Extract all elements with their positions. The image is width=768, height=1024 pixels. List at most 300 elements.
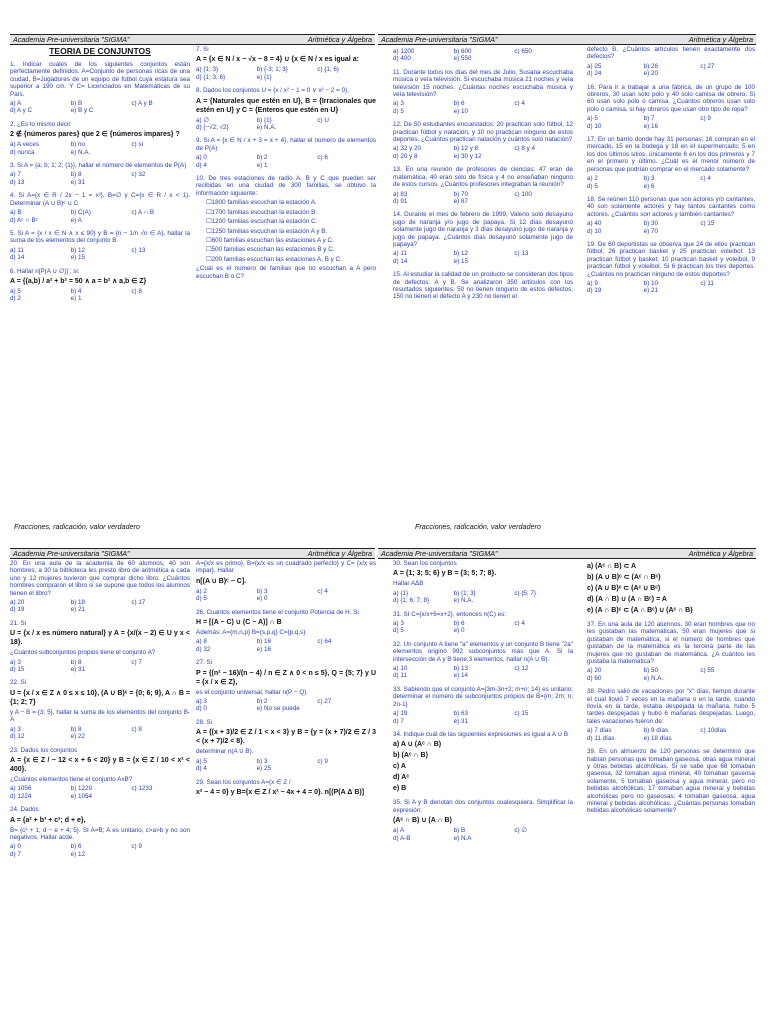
- subject-name: Aritmética y Álgebra: [307, 549, 372, 558]
- answer-option: e) 15: [70, 254, 86, 262]
- question-text: 26. Cuantos elementos tiene el conjunto Potencia de H. Si: [196, 608, 359, 616]
- answer-option: a) 5: [10, 287, 21, 295]
- question-text: 10. De tres estaciones de radio A, B y C que pueden ser recibidas en una ciudad de 300 familias, se obtuvo la información siguiente:: [196, 175, 376, 197]
- column-3: [393, 560, 573, 1024]
- answer-option: c) 9: [131, 843, 142, 851]
- answer-option: e) N.A.: [453, 597, 474, 605]
- question-item: [196, 659, 376, 713]
- header-bar-right: [378, 34, 756, 45]
- answer-options: [587, 175, 755, 190]
- answer-option: e) N.A.: [70, 148, 91, 156]
- question-text: 3. Si A = {a; b; 1; 2; {1}}, hallar el número de elementos de P(A): [10, 162, 187, 170]
- answer-option: c) ∅: [514, 827, 527, 835]
- answer-option: e) A: [70, 216, 82, 224]
- answer-option: b) B: [453, 827, 466, 835]
- answer-option: b) C(A): [70, 209, 91, 217]
- answer-options: [196, 66, 376, 81]
- answer-options: [587, 115, 755, 130]
- question-item: [393, 686, 573, 725]
- section-title: TEORIA DE CONJUNTOS: [49, 46, 151, 56]
- question-item: [196, 609, 376, 654]
- math-expression: U = {x / x es número natural} y A = {x/(x − 2) ∈ U y x < 18}.: [10, 630, 190, 647]
- column-2: [196, 46, 376, 510]
- answer-option: d) {−√2; √2}: [196, 124, 229, 132]
- answer-option: e) B: [393, 785, 407, 793]
- answer-option: b) 6: [70, 843, 82, 851]
- math-expression: A = {x ∈ Z / − 12 < x + 6 < 20} y B = {x ∈ Z / 10 < x² < 400}.: [10, 756, 190, 773]
- question-text: 2. ¿Es lo mismo decir: [10, 120, 71, 128]
- data-list-item: ☐ 500 familias escuchan las estaciones B y C.: [206, 246, 376, 253]
- answer-option: b) 18: [70, 599, 86, 607]
- answer-option: c) 32: [131, 171, 146, 179]
- question-item: [196, 175, 376, 280]
- answer-option: c) 6: [317, 154, 328, 162]
- question-item: [196, 137, 376, 169]
- answer-option: d) 14: [10, 254, 25, 262]
- answer-option: a) A: [393, 827, 405, 835]
- answer-option: c) 4: [317, 587, 328, 595]
- math-expression: A = {Naturales que estén en U}, B = {Irracionales que estén en U} y C = {Enteros que estén en U}: [196, 97, 376, 114]
- answer-option: c) 8: [131, 725, 142, 733]
- answer-option: a) B: [10, 209, 22, 217]
- question-item: [587, 84, 755, 130]
- answer-option: d) 12: [10, 733, 25, 741]
- question-text: 9. Si A = {x ∈ N / x + 3 = x + 4}, hallar el número de elementos de P(A): [196, 137, 376, 152]
- answer-option: b) 8: [70, 171, 82, 179]
- answer-option: d) 7: [393, 717, 404, 725]
- column-4: [587, 46, 755, 510]
- answer-options: [393, 590, 573, 605]
- question-item: [587, 748, 755, 815]
- answer-option: e) 87: [453, 197, 469, 205]
- answer-option: b) 2: [256, 154, 268, 162]
- question-list: [393, 560, 573, 842]
- column-1: [10, 46, 190, 510]
- question-text: 28. Si: [196, 718, 213, 726]
- question-text: 15. Al estudiar la calidad de un producto se consideran dos tipos de defectos: A y B. Se analizaron 350 artículos con los resultados siguientes: 50 no tienen ninguno de estos defectos, 150 no tienen el defecto A y 230 no tienen el: [393, 271, 573, 301]
- column-2: [196, 560, 376, 1024]
- answer-option: d) Aᶜ: [393, 774, 410, 782]
- answer-option: d) 14: [393, 257, 408, 265]
- answer-option: b) B: [70, 100, 83, 108]
- answer-option: d) 5: [393, 627, 404, 635]
- question-item: [393, 560, 573, 605]
- question-list: [10, 560, 190, 858]
- answer-option: e) 1: [70, 295, 82, 303]
- answer-option: b) (Aᶜ ∩ B): [393, 752, 428, 760]
- answer-option: c) 9: [317, 757, 328, 765]
- question-text: defecto B. ¿Cuántos artículos tienen exactamente dos defectos?: [587, 46, 755, 61]
- question-item: [393, 211, 573, 265]
- question-item: [587, 241, 755, 295]
- answer-option: d) 24: [587, 70, 602, 78]
- answer-option: a) 25: [587, 62, 602, 70]
- answer-option: a) 0: [196, 154, 207, 162]
- answer-option: c) A: [393, 763, 406, 771]
- answer-option: d) 7: [10, 850, 21, 858]
- answer-option: a) 40: [587, 220, 602, 228]
- answer-option: c) 13: [514, 250, 529, 258]
- math-expression: n[(A ∪ B)ᶜ − C].: [196, 577, 247, 585]
- answer-option: d) A-B: [393, 834, 411, 842]
- answer-option: a) 3: [196, 698, 207, 706]
- answer-option: e) N.A.: [643, 674, 664, 682]
- answer-option: a) 8: [196, 638, 207, 646]
- question-item: [587, 196, 755, 235]
- question-text: 34. Indique cuál de las siguientes expresiones es igual a A ∪ B: [393, 730, 569, 738]
- answer-option: e) B y C: [70, 107, 94, 115]
- answer-options: [393, 48, 573, 63]
- answer-option: b) 6: [453, 100, 465, 108]
- answer-option: d) 13: [10, 178, 25, 186]
- question-text: 31. SI C={x/x+6=x+2}, entonces n(C) es:: [393, 610, 507, 618]
- subject-name: Aritmética y Álgebra: [307, 35, 372, 44]
- answer-option: c) sí: [131, 141, 144, 149]
- question-item: [10, 162, 190, 186]
- answer-option: c) 4: [514, 620, 525, 628]
- answer-option: b) 10: [643, 279, 659, 287]
- answer-options: [393, 250, 573, 265]
- page-footer: Fracciones, radicación, valor verdadero: [14, 522, 140, 531]
- answer-options: [393, 710, 573, 725]
- answer-option: e) 15: [453, 257, 469, 265]
- answer-option: e) No se puede: [256, 705, 300, 713]
- answer-options: [10, 209, 190, 224]
- answer-options: [10, 171, 190, 186]
- question-tail: ¿Cuántos subconjuntos propios tiene el conjunto A?: [10, 649, 156, 657]
- question-text: 21. Si: [10, 619, 27, 627]
- answer-option: e) 0: [453, 627, 465, 635]
- question-list: [587, 46, 755, 295]
- question-text: 19. De 60 deportistas se observa que 24 de ellos practican fútbol; 26 practican basket y 25 practican voleibol; 13 practican fútbol y basket; 10 practican basket y voleibol, 9 practican fútbol y voleibol. Si 6 practican los tres deportes. ¿Cuántos no practican ninguno de estos deportes?: [587, 240, 755, 278]
- question-item: [393, 641, 573, 680]
- answer-option: b) 50: [643, 667, 659, 675]
- question-text: 38. Pedro salió de vacaciones por "x" días, tiempo durante el cual llovió 7 veces en la mañana o en la tarde, cuando llovía en la tarde, estaba despejada la mañana, hubo 5 tardes despejadas y hubo 6 mañanas despejadas. Luego, tales vacaciones fueron de:: [587, 688, 755, 725]
- answer-options: [587, 63, 755, 78]
- column-1: [10, 560, 190, 1024]
- answer-options: [393, 620, 573, 635]
- question-list: [196, 46, 376, 280]
- answer-option: c) A y B: [131, 100, 153, 108]
- answer-option: a) 5: [196, 757, 207, 765]
- question-text: A={x/x es primo}, B={x/x es un cuadrado perfecto} y C= {x/x es impar}. Hallar: [196, 560, 376, 575]
- answer-option: a) 11: [10, 246, 24, 254]
- question-tail: es el conjunto universal, hallar n(P − Q).: [196, 688, 309, 696]
- answer-option: e) N.A.: [256, 124, 277, 132]
- answer-option: a) {1}: [393, 589, 409, 597]
- answer-option: a) (Aᶜ ∩ B) ⊂ A: [587, 563, 637, 570]
- answer-option: e) 550: [453, 55, 472, 63]
- answer-option: d) 1224: [10, 792, 32, 800]
- answer-option: c) 55: [700, 667, 715, 675]
- subject-name: Aritmética y Álgebra: [688, 35, 753, 44]
- answer-option: a) 10: [393, 665, 408, 673]
- answer-option: c) {1; 6}: [317, 66, 340, 74]
- question-text: 6. Hallar n[P(A ∪ ∅)] ; si:: [10, 267, 80, 275]
- academy-name: Academia Pre-universitaria "SIGMA": [13, 35, 130, 44]
- answer-option: b) (A ∪ B)ᶜ ⊂ (Aᶜ ∩ Bᶜ): [587, 574, 661, 581]
- answer-option: a) 3: [10, 725, 21, 733]
- answer-option: c) 100: [514, 190, 532, 198]
- answer-option: a) 20: [10, 599, 25, 607]
- answer-option: e) 30 y 12: [453, 152, 482, 160]
- question-text: 4. Si A={x ∈ R / 2x − 1 = x²}, B=∅ y C={x ∈ R / x < 1}. Determinar (A ∪ B)ᶜ ∪ C: [10, 192, 190, 207]
- answer-option: a) A ∪ (Aᶜ ∩ B): [393, 741, 442, 749]
- answer-option: b) 13: [453, 665, 469, 673]
- answer-option: b) 8: [70, 658, 82, 666]
- answer-option: a) 2: [587, 175, 598, 183]
- question-list: [393, 48, 573, 301]
- answer-option: e) (A ∩ B)ᶜ ⊂ (A ∩ Bᶜ) ∪ (Aᶜ ∩ B): [587, 607, 693, 614]
- question-item: [393, 166, 573, 205]
- answer-option: e) 18 días: [643, 734, 672, 742]
- question-text: 29. Sean los conjuntos A={x ∈ Z /: [196, 778, 291, 786]
- math-expression: A = {1; 3; 5; 6} y B = {3; 5; 7; 8}.: [393, 570, 497, 578]
- answer-option: b) 12: [70, 246, 86, 254]
- answer-option: a) 7: [10, 171, 21, 179]
- question-item: [393, 799, 573, 842]
- academy-name: Academia Pre-universitaria "SIGMA": [381, 549, 498, 558]
- answer-option: b) 8: [70, 725, 82, 733]
- answer-option: e) 21: [643, 287, 659, 295]
- answer-option: e) N.A: [453, 834, 472, 842]
- answer-options: [393, 827, 573, 842]
- answer-option: a) A veces: [10, 141, 40, 149]
- answer-option: e) 31: [70, 178, 86, 186]
- answer-option: a) 20: [587, 667, 602, 675]
- question-item: [10, 620, 190, 674]
- answer-option: c) 8: [131, 287, 142, 295]
- math-expression: (Aᶜ ∩ B) ∪ (A ∩ B): [393, 817, 452, 825]
- question-item: [196, 87, 376, 131]
- answer-option: b) 70: [453, 190, 469, 198]
- answer-option: b) 3: [256, 757, 268, 765]
- answer-option: d) 20 y 8: [393, 152, 418, 160]
- answer-option: d) 4: [196, 161, 207, 169]
- answer-option: b) 26: [643, 62, 659, 70]
- answer-option: c) 7: [131, 658, 142, 666]
- header-bar-left: [10, 548, 375, 559]
- answer-option: a) ∅: [196, 116, 209, 124]
- answer-option: d) 60: [587, 674, 602, 682]
- answer-options: [10, 659, 190, 674]
- question-text: 8. Dados los conjuntos U = {x / x² − 1 = 0 ∨ x² − 2 = 0},: [196, 87, 349, 95]
- question-item: [10, 268, 190, 303]
- answer-option: e) 21: [70, 606, 86, 614]
- answer-option: c) 27: [700, 62, 715, 70]
- answer-option: [131, 217, 190, 224]
- answer-options: [587, 667, 755, 682]
- question-item: [393, 731, 573, 793]
- answer-options: [196, 588, 376, 603]
- answer-option: e) 70: [643, 227, 659, 235]
- answer-option: b) 3: [643, 175, 655, 183]
- answer-options: [10, 288, 190, 303]
- data-list-item: ☐ 1700 familias escuchan la estación B.: [206, 209, 376, 216]
- question-item: [393, 69, 573, 115]
- answer-option: e) 12: [70, 850, 86, 858]
- answer-option: c) 64: [317, 638, 332, 646]
- subject-name: Aritmética y Álgebra: [688, 549, 753, 558]
- answer-option: c) (A ∪ B)ᶜ ⊂ (Aᶜ ∪ Bᶜ): [587, 585, 661, 592]
- answer-option: b) 600: [453, 48, 472, 55]
- answer-option: c) 17: [131, 599, 146, 607]
- answer-option: e) 22: [70, 733, 86, 741]
- question-text: 5. Si A = {x / x ∈ N ∧ x ≤ 90} y B = {n − 1/n √n ∈ A}, hallar la suma de los elementos del conjunto B: [10, 229, 190, 245]
- answer-option: c) A ∩ B: [131, 209, 155, 217]
- math-expression: A = {a² + b³ + c²; d + e},: [10, 816, 86, 824]
- answer-option: b) 12: [453, 250, 469, 258]
- math-expression: A = {(a,b) / a² + b² = 50 ∧ a = b² ∧ a,b ∈ Z}: [10, 277, 147, 285]
- question-item: [587, 621, 755, 682]
- question-text: 33. Sabiendo que el conjunto A={3m-3n+2; m+n; 14} es unitario; determinar el número de subconjuntos propios de B={m; 2m; n; 2n-1}: [393, 685, 573, 708]
- math-expression: U = {x / x ∈ Z ∧ 0 ≤ x ≤ 10}, (A ∪ B)ᶜ = {0; 6; 9}, A ∩ B = {1; 2; 7}: [10, 689, 190, 706]
- question-item: [196, 719, 376, 773]
- data-list: [206, 199, 376, 263]
- answer-option: b) 63: [453, 710, 469, 718]
- answer-option: b) 2: [256, 698, 268, 706]
- answer-option: d) 0: [196, 705, 207, 713]
- answer-option: e) 25: [256, 765, 272, 773]
- answer-option: e) 1: [256, 161, 268, 169]
- question-item: [196, 560, 376, 603]
- question-text: 13. En una reunión de profesores de ciencias: 47 eran de matemática, 40 eran solo de física y 4 no enseñaban ninguno de estos cursos. ¿Cuántos profesores integraban la reunión?: [393, 166, 573, 189]
- math-expression: 2 ∉ {números pares} que 2 ∈ {números impares} ?: [10, 131, 180, 139]
- answer-option: d) 10: [587, 227, 602, 235]
- data-list-item: ☐ 200 familias escuchan las estaciones A, B y C.: [206, 256, 376, 263]
- data-list-item: ☐ 1200 familias escuchan la estación C.: [206, 218, 376, 225]
- column-4: [587, 560, 755, 1024]
- question-item: [10, 806, 190, 858]
- answer-option: c) 15: [514, 710, 529, 718]
- answer-options: [196, 698, 376, 713]
- answer-option: d) {1; 6; 7; 8}: [393, 597, 430, 605]
- question-text: 23. Dados los conjuntos: [10, 746, 78, 754]
- answer-option: d) 19: [10, 606, 25, 614]
- answer-option: e) 6: [643, 182, 655, 190]
- question-tail: B= {c² + 1; d − e + 4; 5}. SI A=B; A es unitario, c>a>b y no son negativos. Hallar acde.: [10, 826, 190, 841]
- answer-option: e) 31: [70, 666, 86, 674]
- question-item: [10, 192, 190, 224]
- math-expression: x² − 4 = 0} y B={x ∈ Z / x² − 4x + 4 = 0}. n[(P(A Δ B)]: [196, 788, 365, 796]
- answer-option: d) 5: [196, 595, 207, 603]
- answer-option: b) 30: [643, 220, 659, 228]
- answer-options: [196, 758, 376, 773]
- answer-options: [10, 100, 190, 115]
- worksheet-page-2: [0, 548, 768, 1024]
- question-text: 16. Para ir a trabajar a una fábrica, de un grupo de 100 obreros, 30 usan solo polo y 40 solo camisa de obrero. Si 60 usan solo polo o camisa. ¿Cuántos obreros usan solo polo o camisa, si hay obreros que usan otro tipo de ropa?: [587, 83, 755, 113]
- answer-options: [393, 100, 573, 115]
- answer-option: a) 11: [393, 250, 407, 258]
- question-tail: Además: A={m,n,p} B={s,p,q} C={p,q,s}: [196, 629, 306, 637]
- answer-option: d) 11: [393, 672, 407, 680]
- answer-options: [10, 785, 190, 800]
- answer-options: [587, 727, 755, 742]
- question-text: 1. Indicar cuales de los siguientes conjuntos están perfectamente definidos. A=Conjunto de personas ricas de una ciudad, B=Jugadores de un equipo de fútbol cuya estatura sea superior a 190 cm. Y C= Licenciados en Matemáticas de su País.: [10, 61, 190, 98]
- column-3: [393, 46, 573, 510]
- answer-option: a) 32 y 20: [393, 145, 422, 153]
- question-text: 11. Durante todos los días del mes de Julio, Susana escuchaba música o veía televisión. Si escuchaba música 21 noches y veía televisión 15 noches. ¿Cuántas noches escuchaba música y veía televisión?: [393, 68, 573, 99]
- answer-option: a) 19: [393, 710, 408, 718]
- answer-option: a) A: [10, 100, 22, 108]
- question-item: [587, 136, 755, 190]
- math-expression: H = [(A − C) ∪ (C − A)] ∩ B: [196, 619, 282, 627]
- academy-name: Academia Pre-universitaria "SIGMA": [13, 549, 130, 558]
- question-list: [10, 61, 190, 303]
- answer-option: a) 3: [393, 100, 404, 108]
- answer-option: [514, 597, 573, 604]
- question-text: 14. Durante el mes de febrero de 1999, Valerio solo desayuno jugo de naranja y/o jugo de papaya. Si 12 días desayunó solamente jugo de naranja y 3 días desayunó jugo de naranja y jugo de papaya. ¿Cuántos días desayunó solamente jugo de papaya?: [393, 211, 573, 248]
- answer-options: [393, 145, 573, 160]
- answer-option: d) 2: [10, 295, 21, 303]
- answer-option: b) {-3; 1; 3}: [256, 66, 288, 74]
- question-text: 7. Si: [196, 46, 209, 53]
- question-text: 12. De 50 estudiantes encuestados: 20 practican solo fútbol, 12 practican fútbol y natación, y 10 no practican ninguno de estos deportes. ¿Cuántos practican natación y cuántos solo natación?: [393, 121, 573, 144]
- answer-option: e) 0: [256, 595, 268, 603]
- academy-name: Academia Pre-universitaria "SIGMA": [381, 35, 498, 44]
- answer-option: c) U: [317, 116, 329, 124]
- answer-option: e) 10: [453, 107, 469, 115]
- answer-option: a) 1056: [10, 785, 32, 793]
- answer-option: c) 10días: [700, 727, 727, 735]
- answer-option: d) 91: [393, 197, 408, 205]
- answer-option: d) 32: [196, 645, 211, 653]
- answer-option: c) 1233: [131, 785, 153, 793]
- question-text: 39. En un almuerzo de 120 personas se determinó que habían personas que tomaban gaseosa, otras agua mineral y otras bebidas alcohólicas. Si se sabe que 68 tomaban gaseosa, 32 tomaban agua mineral, 40 tomaban gaseosa solamente, 5 tomaban gaseosa y agua mineral, pero no bebidas alcohólicas; 17 tomaban agua mineral y bebidas alcohólicas pero no gaseosas; 4 tomaban gaseosa, agua mineral y bebidas alcohólicas. ¿Cuántas personas tomaban bebidas alcohólicas solamente?: [587, 748, 755, 815]
- answer-options: [393, 665, 573, 680]
- answer-option: c) 11: [700, 279, 714, 287]
- answer-option: d) 11 días: [587, 734, 615, 742]
- data-list-item: ☐ 1250 familias escuchan la estación A y B.: [206, 228, 376, 235]
- header-bar-right: [378, 548, 756, 559]
- answer-option: d) 5: [393, 107, 404, 115]
- answer-option: d) A y C: [10, 107, 33, 115]
- answer-option: b) no: [70, 141, 86, 149]
- question-item: [10, 61, 190, 115]
- answer-option: c) 15: [700, 220, 715, 228]
- answer-option: c) 9: [700, 115, 711, 123]
- answer-option: b) 1229: [70, 785, 93, 793]
- question-tail: y A − B = {3; 5}, hallar la suma de los elementos del conjunto B-A: [10, 708, 190, 724]
- header-bar-left: [10, 34, 375, 45]
- answer-option: e) 14: [453, 672, 469, 680]
- answer-options: [587, 280, 755, 295]
- answer-option: d) 400: [393, 55, 411, 63]
- answer-option: e) {1}: [256, 73, 272, 81]
- answer-option: d) 19: [587, 287, 602, 295]
- question-item: [587, 688, 755, 742]
- answer-option: a) 2: [196, 587, 207, 595]
- question-item: [393, 611, 573, 635]
- question-item: [10, 560, 190, 614]
- question-list: [587, 562, 755, 815]
- question-tail: ¿Cuántos elementos tiene el conjunto AxB?: [10, 775, 133, 783]
- answer-option: c) 27: [317, 698, 332, 706]
- answer-option: b) {1}: [256, 116, 272, 124]
- answer-option: b) 12 y 8: [453, 145, 479, 153]
- answer-option: e) 1054: [70, 792, 93, 800]
- answer-option: a) 0: [10, 843, 21, 851]
- answer-options: [196, 117, 376, 132]
- question-text: 32. Un conjunto A tiene "a" elementos y un conjunto B tiene "2a" elementos originó 992 subconjuntos más que A. Si la intersección de A y B tiene 3 elementos, hallar n(A ∪ B).: [393, 640, 573, 663]
- answer-options: [10, 843, 190, 858]
- answer-option: d) nunca: [10, 148, 35, 156]
- answer-option: c) 650: [514, 48, 532, 55]
- question-item: [393, 48, 573, 63]
- answer-option: b) {1; 3}: [453, 589, 476, 597]
- answer-options: [10, 141, 190, 156]
- answer-options: [393, 191, 573, 206]
